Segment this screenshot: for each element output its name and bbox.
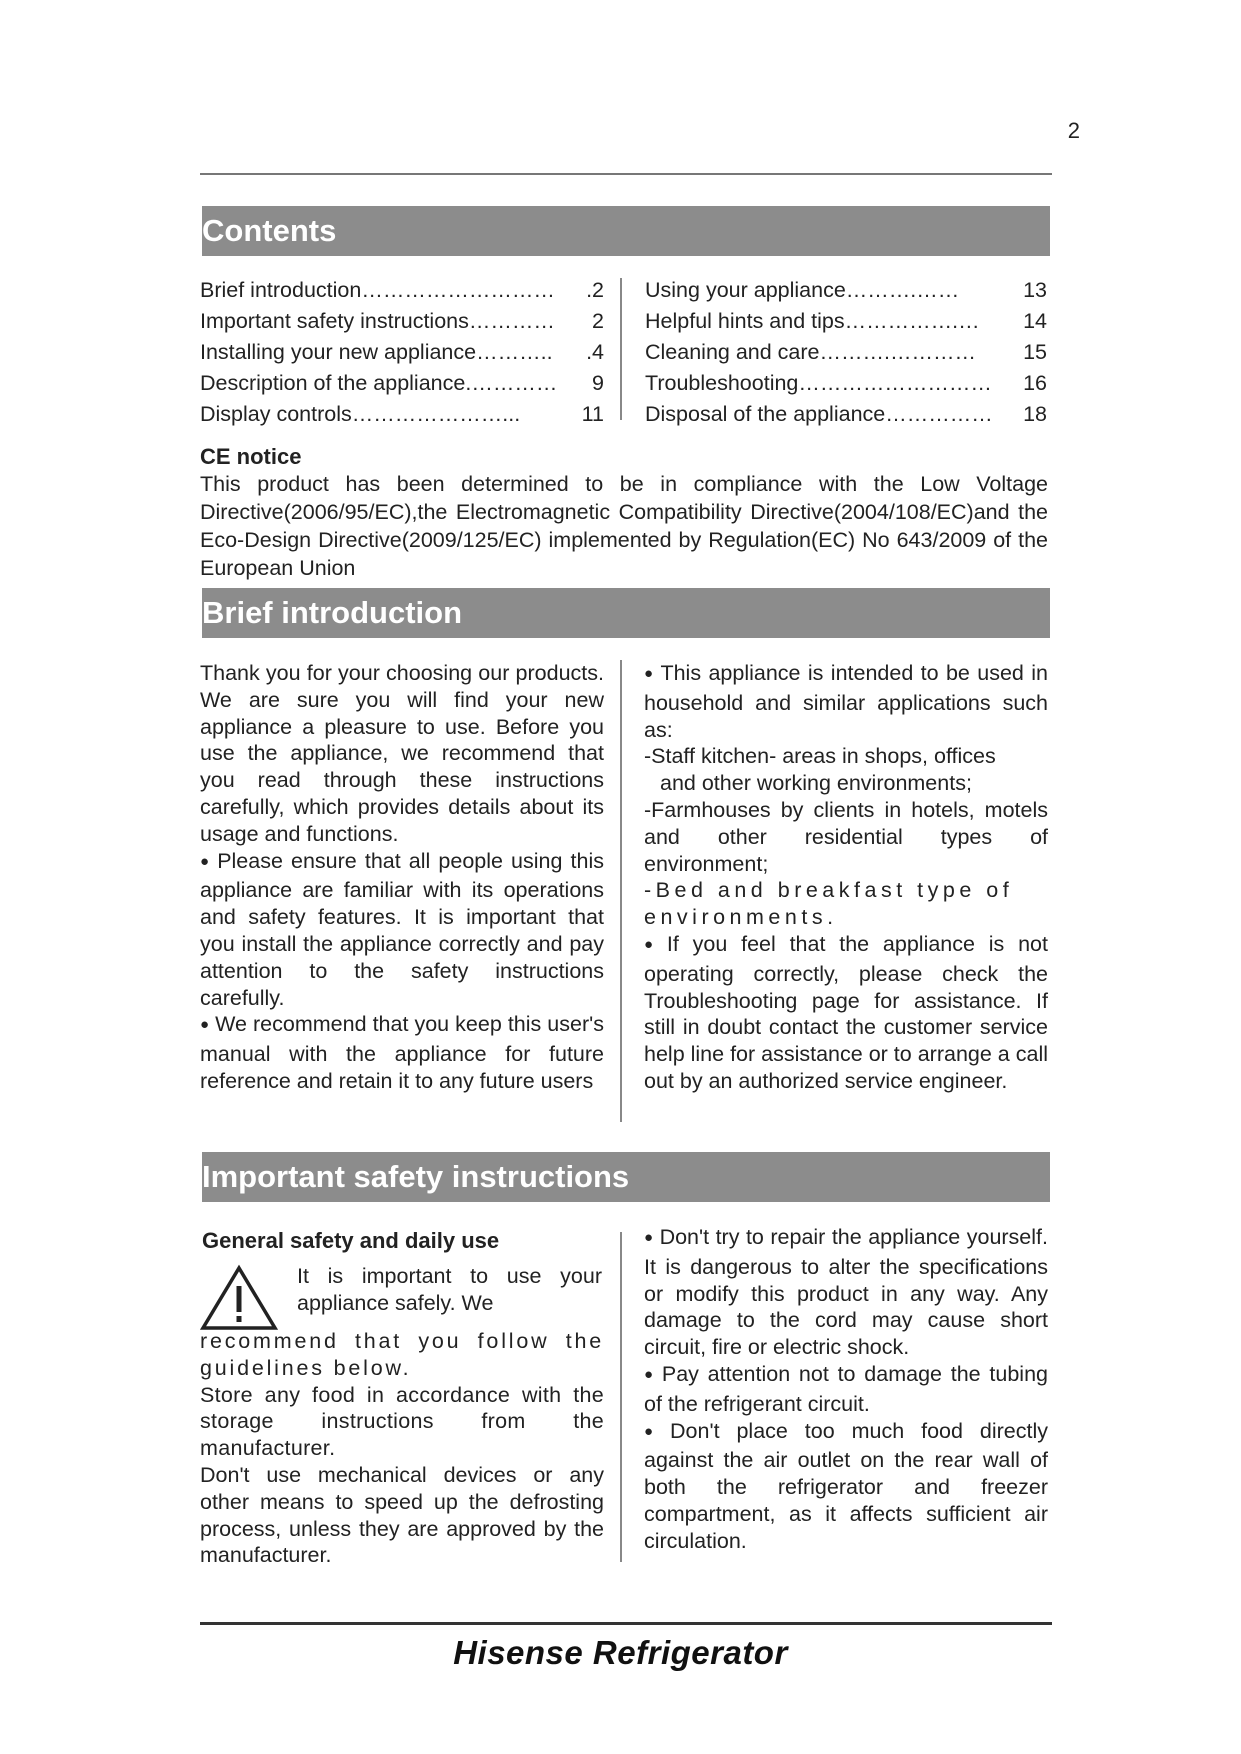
- toc-entry[interactable]: Description of the appliance.………… 9: [200, 371, 604, 395]
- toc-entry[interactable]: Installing your new appliance……….. .4: [200, 340, 604, 364]
- safety-right: [644, 1224, 1048, 1555]
- safety-divider: [620, 1232, 622, 1562]
- intro-list-item: -Staff kitchen- areas in shops, offices: [644, 744, 996, 769]
- page-number: 2: [1067, 118, 1080, 143]
- top-divider: [200, 173, 1052, 175]
- toc-entry[interactable]: Brief introduction……………………… .2: [200, 278, 604, 302]
- toc-right-column: [645, 275, 1047, 430]
- intro-list-item-cont: and other working environments;: [660, 771, 972, 796]
- intro-bullet: ● Please ensure that all people using this appliance are familiar with its operations and safety features. It is important that you install the appliance correctly and pay attention to the safety instructions carefully.: [200, 848, 604, 1012]
- brief-intro-header: Brief introduction: [202, 588, 1050, 638]
- safety-bullet: ● Don't try to repair the appliance yourself. It is dangerous to alter the specifications or modify this product in any way. Any damage to the cord may cause short circuit, fire or electric shock.: [644, 1224, 1048, 1361]
- intro-bullet: ● We recommend that you keep this user's manual with the appliance for future reference and retain it to any future users: [200, 1011, 604, 1094]
- warning-text: It is important to use your appliance safely. We: [297, 1264, 602, 1315]
- safety-paragraph: recommend that you follow the guidelines below.: [200, 1329, 604, 1380]
- toc-entry[interactable]: Disposal of the appliance…………… 18: [645, 402, 1047, 426]
- warning-icon: [200, 1264, 278, 1332]
- safety-bullet: ● Pay attention not to damage the tubing of the refrigerant circuit.: [644, 1361, 1048, 1418]
- toc-entry[interactable]: Cleaning and care……….………… 15: [645, 340, 1047, 364]
- safety-paragraph: Store any food in accordance with the storage instructions from the manufacturer.: [200, 1382, 604, 1461]
- toc-entry[interactable]: Using your appliance……….…… 13: [645, 278, 1047, 302]
- intro-paragraph: Thank you for your choosing our products. We are sure you will find your new appliance a pleasure to use. Before you use the appliance, we recommend that you read through these instructions carefully, which provides details about its usage and functions.: [200, 661, 604, 846]
- safety-bullet: ● Don't place too much food directly against the air outlet on the rear wall of both the refrigerator and freezer compartment, as it affects sufficient air circulation.: [644, 1418, 1048, 1555]
- brand-footer: Hisense Refrigerator: [453, 1634, 788, 1671]
- brief-intro-right: [644, 660, 1048, 1095]
- intro-bullet: ● If you feel that the appliance is not operating correctly, please check the Troubleshooting page for assistance. If still in doubt contact the customer service help line for assistance or to arrange a call out by an authorized service engineer.: [644, 931, 1048, 1095]
- safety-left: [200, 1328, 604, 1569]
- toc-entry[interactable]: Helpful hints and tips…………….… 14: [645, 309, 1047, 333]
- contents-header: Contents: [202, 206, 1050, 256]
- intro-divider: [620, 660, 622, 1122]
- safety-subtitle: General safety and daily use: [202, 1228, 500, 1253]
- ce-notice-title: CE notice: [200, 444, 302, 469]
- brief-intro-left: [200, 660, 604, 1095]
- toc-left-column: [200, 275, 604, 430]
- toc-divider: [620, 278, 622, 420]
- safety-header: Important safety instructions: [202, 1152, 1050, 1202]
- toc-entry[interactable]: Important safety instructions………… 2: [200, 309, 604, 333]
- toc-entry[interactable]: Display controls…………………... 11: [200, 402, 604, 426]
- safety-paragraph: Don't use mechanical devices or any other means to speed up the defrosting process, unless they are approved by the manufacturer.: [200, 1462, 604, 1568]
- bottom-divider: [200, 1622, 1052, 1625]
- intro-list-item: -Bed and breakfast type of environments.: [644, 878, 1014, 930]
- toc-entry[interactable]: Troubleshooting……………………… 16: [645, 371, 1047, 395]
- intro-list-item: -Farmhouses by clients in hotels, motels and other residential types of environment;: [644, 797, 1048, 876]
- ce-notice-text: This product has been determined to be in compliance with the Low Voltage Directive(2006/95/EC),the Electromagnetic Compatibility Directive(2004/108/EC)and the Eco-Design Directive(2009/125/EC) implemented by Regulation(EC) No 643/2009 of the European Union: [200, 472, 1048, 580]
- intro-bullet: ● This appliance is intended to be used in household and similar applications such as:: [644, 660, 1048, 743]
